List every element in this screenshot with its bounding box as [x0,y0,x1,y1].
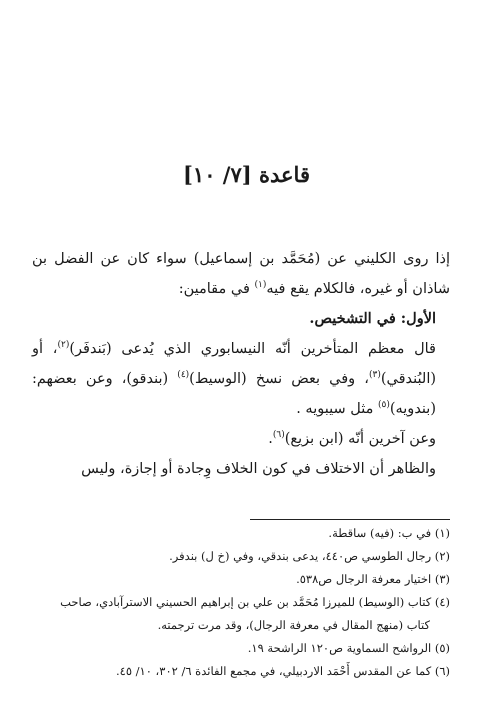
text-segment: . [268,431,273,447]
intro-text-end: في مقامين: [178,281,255,297]
text-segment: ، أو (البُندقي) [32,341,436,387]
footnote-3: (٣) اختيار معرفة الرجال ص٥٣٨. [296,572,450,586]
intro-text: شاذان أو غيره، فالكلام يقع فيه [266,281,450,297]
text-segment: (بندقو)، وعن بعضهم: (بندويه) [32,371,436,417]
footnote-2: (٢) رجال الطوسي ص٤٤٠، يدعى بندقي، وفي (خ ل) بندفر. [169,549,450,563]
footnote-5: (٥) الرواشح السماوية ص١٢٠ الراشحة ١٩. [247,641,450,655]
paragraph-conclusion: والظاهر أن الاختلاف في كون الخلاف وِجادة أو إجازة، وليس [81,461,436,477]
text-segment: قال معظم المتأخرين أنّه النيسابوري الذي يُدعى (بَندفَر) [69,341,436,357]
paragraph-later-scholars: قال معظم المتأخرين أنّه النيسابوري الذي يُدعى (بَندفَر)$^{(٢)}$، أو (البُندقي)$^{(٣)}$، وفي بعض نسخ (الوسيط)$^{(٤)}$ (بندقو)، وعن بعضهم: (بندويه)$^{(٥)}$ مثل سيبويه . [32,340,436,417]
section-title-identification: الأول: في التشخيص. [309,310,436,327]
footnotes [32,522,450,683]
rule-heading: قاعدة [٧/ ١٠] [182,162,310,187]
footnote-ref-3: (٣) [368,370,381,381]
paragraph-others [32,424,450,454]
text-segment: ، وفي بعض نسخ (الوسيط) [189,371,369,387]
footnote-4-line1: (٤) كتاب (الوسيط) للميرزا مُحَمَّد بن علي بن إبراهيم الحسيني الاسترآبادي، صاحب [60,595,450,609]
footnote-1: (١) في ب: (فيه) ساقطة. [328,526,450,540]
footnote-6: (٦) كما عن المقدس أَحْمَد الاردبيلي، في مجمع الفائدة ٦/ ٣٠٢، ١٠/ ٤٥. [116,664,450,678]
footnote-ref-1: (١) [254,280,267,291]
paragraph-intro-line2 [32,274,450,304]
footnote-ref-2: (٢) [57,340,70,351]
text-segment: وعن آخرين أنّه (ابن بزيع) [284,431,436,447]
footnote-ref-6: (٦) [272,430,285,441]
paragraph-intro-line1: إذا روى الكليني عن (مُحَمَّد بن إسماعيل) سواء كان عن الفضل بن [32,251,450,267]
footnote-4-line2: كتاب (منهج المقال في معرفة الرجال)، وقد مرت ترجمته. [157,618,430,632]
footnote-ref-5: (٥) [377,400,390,411]
text-segment: مثل سيبويه [305,401,378,417]
footnote-divider [250,519,450,520]
main-text [32,244,450,484]
footnote-ref-4: (٤) [177,370,190,381]
